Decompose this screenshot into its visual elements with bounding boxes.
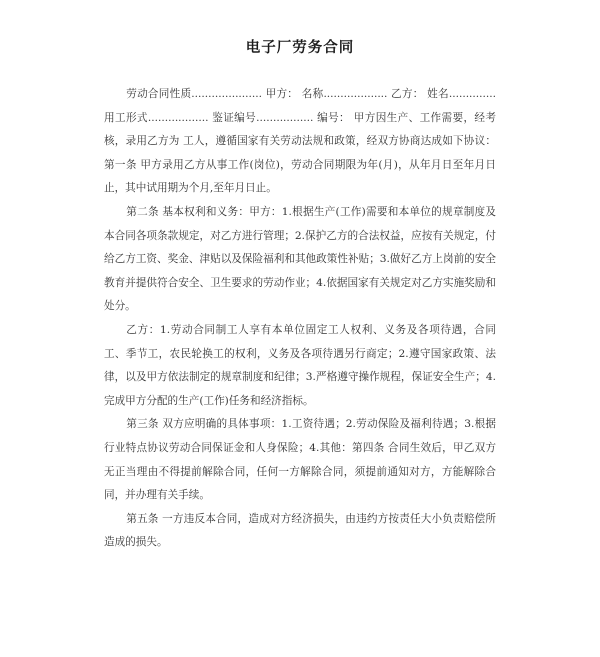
paragraph-article-5: 第五条 一方违反本合同，造成对方经济损失，由违约方按责任大小负责赔偿所造成的损失。: [104, 512, 496, 549]
paragraph-article-2: 第二条 基本权利和义务：甲方：1.根据生产(工作)需要和本单位的规章制度及本合同各项条款规定，对乙方进行管理；2.保护乙方的合法权益，应按有关规定，付给乙方工资、奖金、津贴以及保险福利和其他政策性补贴；3.做好乙方上岗前的安全教育并提供符合安全、卫生要求的劳动作业；4.依据国家有关规定对乙方实施奖励和处分。: [104, 205, 496, 313]
paragraph-article-3: 第三条 双方应明确的具体事项：1.工资待遇；2.劳动保险及福利待遇；3.根据行业特点协议劳动合同保证金和人身保险；4.其他：第四条 合同生效后，甲乙双方无正当理由不得提前解除合同，任何一方解除合同，须提前通知对方，方能解除合同，并办理有关手续。: [104, 418, 496, 502]
paragraph-preamble: 劳动合同性质..................... 甲方： 名称................... 乙方： 姓名.............. 用工形式.................. 鉴证编号................. 编号： 甲方因生产、工作需要，经考核，录用乙方为 工人，遵循国家有关劳动法规和政策，经双方协商达成如下协议：第一条 甲方录用乙方从事工作(岗位)，劳动合同期限为年(月)，从年月日至年月日止，其中试用期为个月,至年月日止。: [104, 88, 496, 195]
document-title: 电子厂劳务合同: [245, 39, 355, 56]
paragraph-party-b: 乙方：1.劳动合同制工人享有本单位固定工人权利、义务及各项待遇，合同工、季节工，农民轮换工的权利，义务及各项待遇另行商定；2.遵守国家政策、法律，以及甲方依法制定的规章制度和纪律；3.严格遵守操作规程，保证安全生产；4.完成甲方分配的生产(工作)任务和经济指标。: [104, 323, 496, 407]
contract-body: [104, 83, 496, 555]
